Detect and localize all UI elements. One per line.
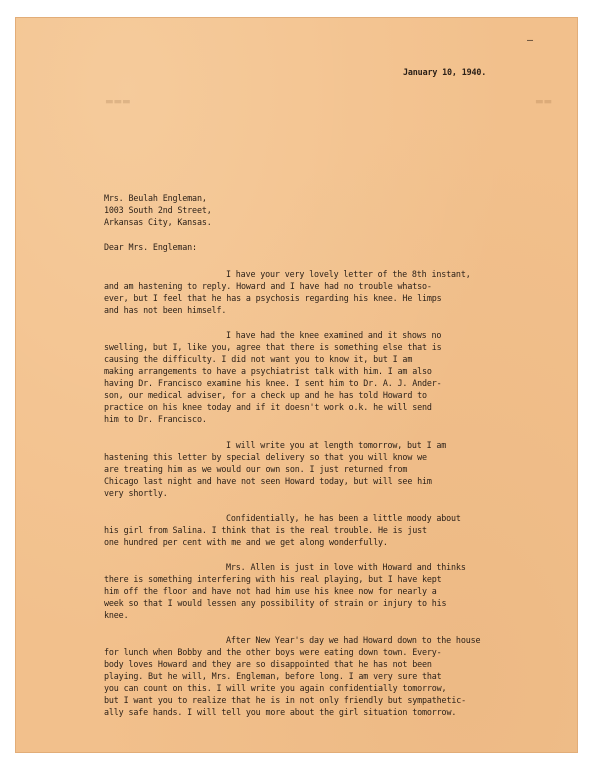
paragraph-1-first-line: I have your very lovely letter of the 8th instant, [226, 269, 471, 279]
paragraph-2-first-line: I have had the knee examined and it shows no [226, 330, 442, 340]
paragraph-2-line: making arrangements to have a psychiatrist talk with him. I am also [104, 366, 432, 376]
paragraph-1-line: ever, but I feel that he has a psychosis regarding his knee. He limps [104, 293, 442, 303]
paragraph-2-line: son, our medical adviser, for a check up and he has told Howard to [104, 390, 427, 400]
paragraph-2-line: swelling, but I, like you, agree that there is something else that is [104, 342, 442, 352]
paragraph-6-line: body loves Howard and they are so disappointed that he has not been [104, 659, 432, 669]
paragraph-5-line: there is something interfering with his real playing, but I have kept [104, 574, 442, 584]
paragraph-5-first-line: Mrs. Allen is just in love with Howard and thinks [226, 562, 466, 572]
address-line-2: 1003 South 2nd Street, [104, 205, 212, 215]
corner-pencil-mark: — [527, 35, 534, 46]
address-line-3: Arkansas City, Kansas. [104, 217, 212, 227]
letter-date: January 10, 1940. [403, 67, 487, 77]
paragraph-6-line: ally safe hands. I will tell you more about the girl situation tomorrow. [104, 707, 457, 717]
bleed-through-mark: ▬▬▬ [105, 97, 131, 107]
paragraph-3-line: Chicago last night and have not seen Howard today, but will see him [104, 476, 432, 486]
paragraph-6-line: but I want you to realize that he is in not only friendly but sympathetic- [104, 695, 467, 705]
bleed-through-mark: ▬▬ [535, 97, 553, 107]
paragraph-6-first-line: After New Year's day we had Howard down to the house [226, 635, 481, 645]
paragraph-2-line: him to Dr. Francisco. [104, 414, 207, 424]
paragraph-1-line: and has not been himself. [104, 305, 227, 315]
paragraph-4-first-line: Confidentially, he has been a little moody about [226, 513, 461, 523]
paragraph-2-line: practice on his knee today and if it doesn't work o.k. he will send [104, 402, 432, 412]
paragraph-2-line: having Dr. Francisco examine his knee. I sent him to Dr. A. J. Ander- [104, 378, 442, 388]
paragraph-3-line: very shortly. [104, 488, 168, 498]
paragraph-1-line: and am hastening to reply. Howard and I have had no trouble whatso- [104, 281, 432, 291]
paragraph-4-line: one hundred per cent with me and we get along wonderfully. [104, 537, 388, 547]
paragraph-5-line: knee. [104, 610, 129, 620]
address-line-1: Mrs. Beulah Engleman, [104, 193, 207, 203]
paragraph-3-first-line: I will write you at length tomorrow, but I am [226, 440, 447, 450]
paragraph-4-line: his girl from Salina. I think that is the real trouble. He is just [104, 525, 427, 535]
paragraph-5-line: him off the floor and have not had him use his knee now for nearly a [104, 586, 437, 596]
paragraph-6-line: you can count on this. I will write you again confidentially tomorrow, [104, 683, 447, 693]
salutation: Dear Mrs. Engleman: [104, 242, 197, 252]
paragraph-3-line: are treating him as we would our own son. I just returned from [104, 464, 408, 474]
paragraph-6-line: playing. But he will, Mrs. Engleman, before long. I am very sure that [104, 671, 442, 681]
paragraph-3-line: hastening this letter by special delivery so that you will know we [104, 452, 427, 462]
paragraph-2-line: causing the difficulty. I did not want you to know it, but I am [104, 354, 413, 364]
paragraph-5-line: week so that I would lessen any possibility of strain or injury to his [104, 598, 447, 608]
paragraph-6-line: for lunch when Bobby and the other boys were eating down town. Every- [104, 647, 442, 657]
